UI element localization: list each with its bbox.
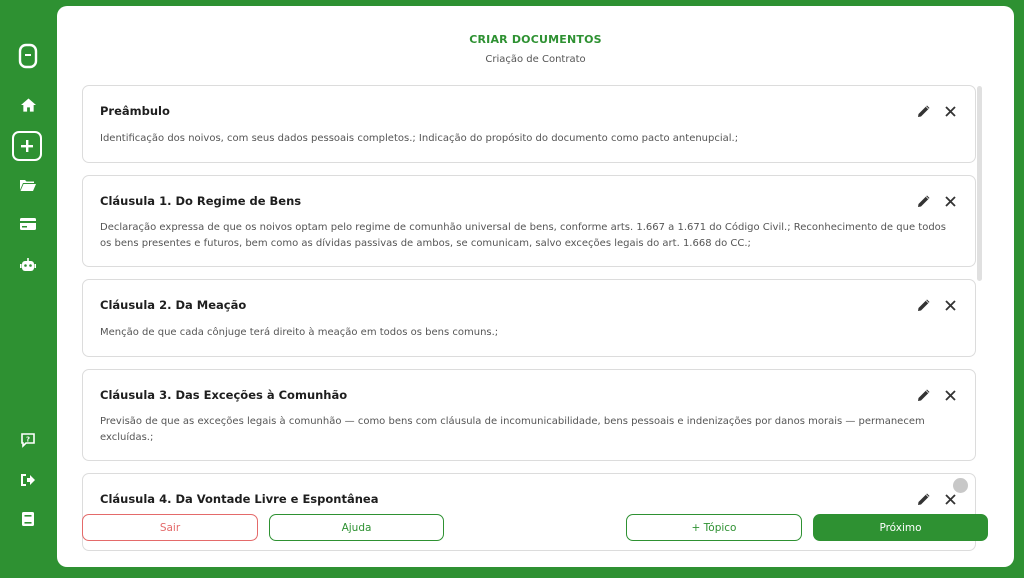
- next-button[interactable]: Próximo: [813, 514, 988, 541]
- edit-icon[interactable]: [916, 491, 932, 507]
- main-panel: [57, 6, 1014, 567]
- card-icon[interactable]: [14, 210, 42, 238]
- clause-card-1[interactable]: [82, 175, 976, 267]
- page-subtitle: Criação de Contrato: [485, 54, 586, 65]
- clause-title: Cláusula 4. Da Vontade Livre e Espontânea: [100, 492, 379, 506]
- book-icon[interactable]: [14, 505, 42, 533]
- edit-icon[interactable]: [916, 297, 932, 313]
- close-icon[interactable]: [942, 387, 958, 403]
- page-title: CRIAR DOCUMENTOS: [469, 33, 602, 46]
- clause-list: [82, 85, 976, 506]
- svg-text:?: ?: [25, 435, 31, 444]
- edit-icon[interactable]: [916, 387, 932, 403]
- clause-description: Identificação dos noivos, com seus dados pessoais completos.; Indicação do propósito do documento como pacto antenupcial.;: [100, 133, 739, 144]
- edit-icon[interactable]: [916, 193, 932, 209]
- app-logo-icon[interactable]: [14, 42, 42, 70]
- folder-icon[interactable]: [14, 171, 42, 199]
- clause-description: Declaração expressa de que os noivos optam pelo regime de comunhão universal de bens, conforme arts. 1.667 a 1.671 do Código Civil.; Reconhecimento de que todos os bens presentes e futuros, bem como as dívidas passivas de ambos, se comunicam, salvo exceções legais do art. 1.668 do CC.;: [100, 222, 946, 249]
- close-icon[interactable]: [942, 103, 958, 119]
- clause-title: Preâmbulo: [100, 104, 170, 118]
- clause-description: Previsão de que as exceções legais à comunhão — como bens com cláusula de incomunicabilidade, bens pessoais e indenizações por danos morais — permanecem excluídas.;: [100, 416, 925, 443]
- scrollbar[interactable]: [977, 86, 982, 281]
- add-icon[interactable]: [12, 131, 42, 161]
- clause-card-preambulo[interactable]: [82, 85, 976, 163]
- help-button[interactable]: Ajuda: [269, 514, 444, 541]
- scroll-handle[interactable]: [953, 478, 968, 493]
- help-icon[interactable]: [14, 426, 42, 454]
- clause-title: Cláusula 2. Da Meação: [100, 298, 247, 312]
- edit-icon[interactable]: [916, 103, 932, 119]
- clause-title: Cláusula 1. Do Regime de Bens: [100, 194, 302, 208]
- close-icon[interactable]: [942, 297, 958, 313]
- clause-card-3[interactable]: [82, 369, 976, 461]
- close-icon[interactable]: [942, 193, 958, 209]
- clause-title: Cláusula 3. Das Exceções à Comunhão: [100, 388, 348, 402]
- exit-button[interactable]: Sair: [82, 514, 258, 541]
- clause-description: Menção de que cada cônjuge terá direito à meação em todos os bens comuns.;: [100, 327, 499, 338]
- logout-icon[interactable]: [14, 466, 42, 494]
- robot-icon[interactable]: [14, 251, 42, 279]
- sidebar: [0, 0, 57, 578]
- add-topic-button[interactable]: + Tópico: [626, 514, 802, 541]
- home-icon[interactable]: [14, 91, 42, 119]
- close-icon[interactable]: [942, 491, 958, 507]
- clause-card-2[interactable]: [82, 279, 976, 357]
